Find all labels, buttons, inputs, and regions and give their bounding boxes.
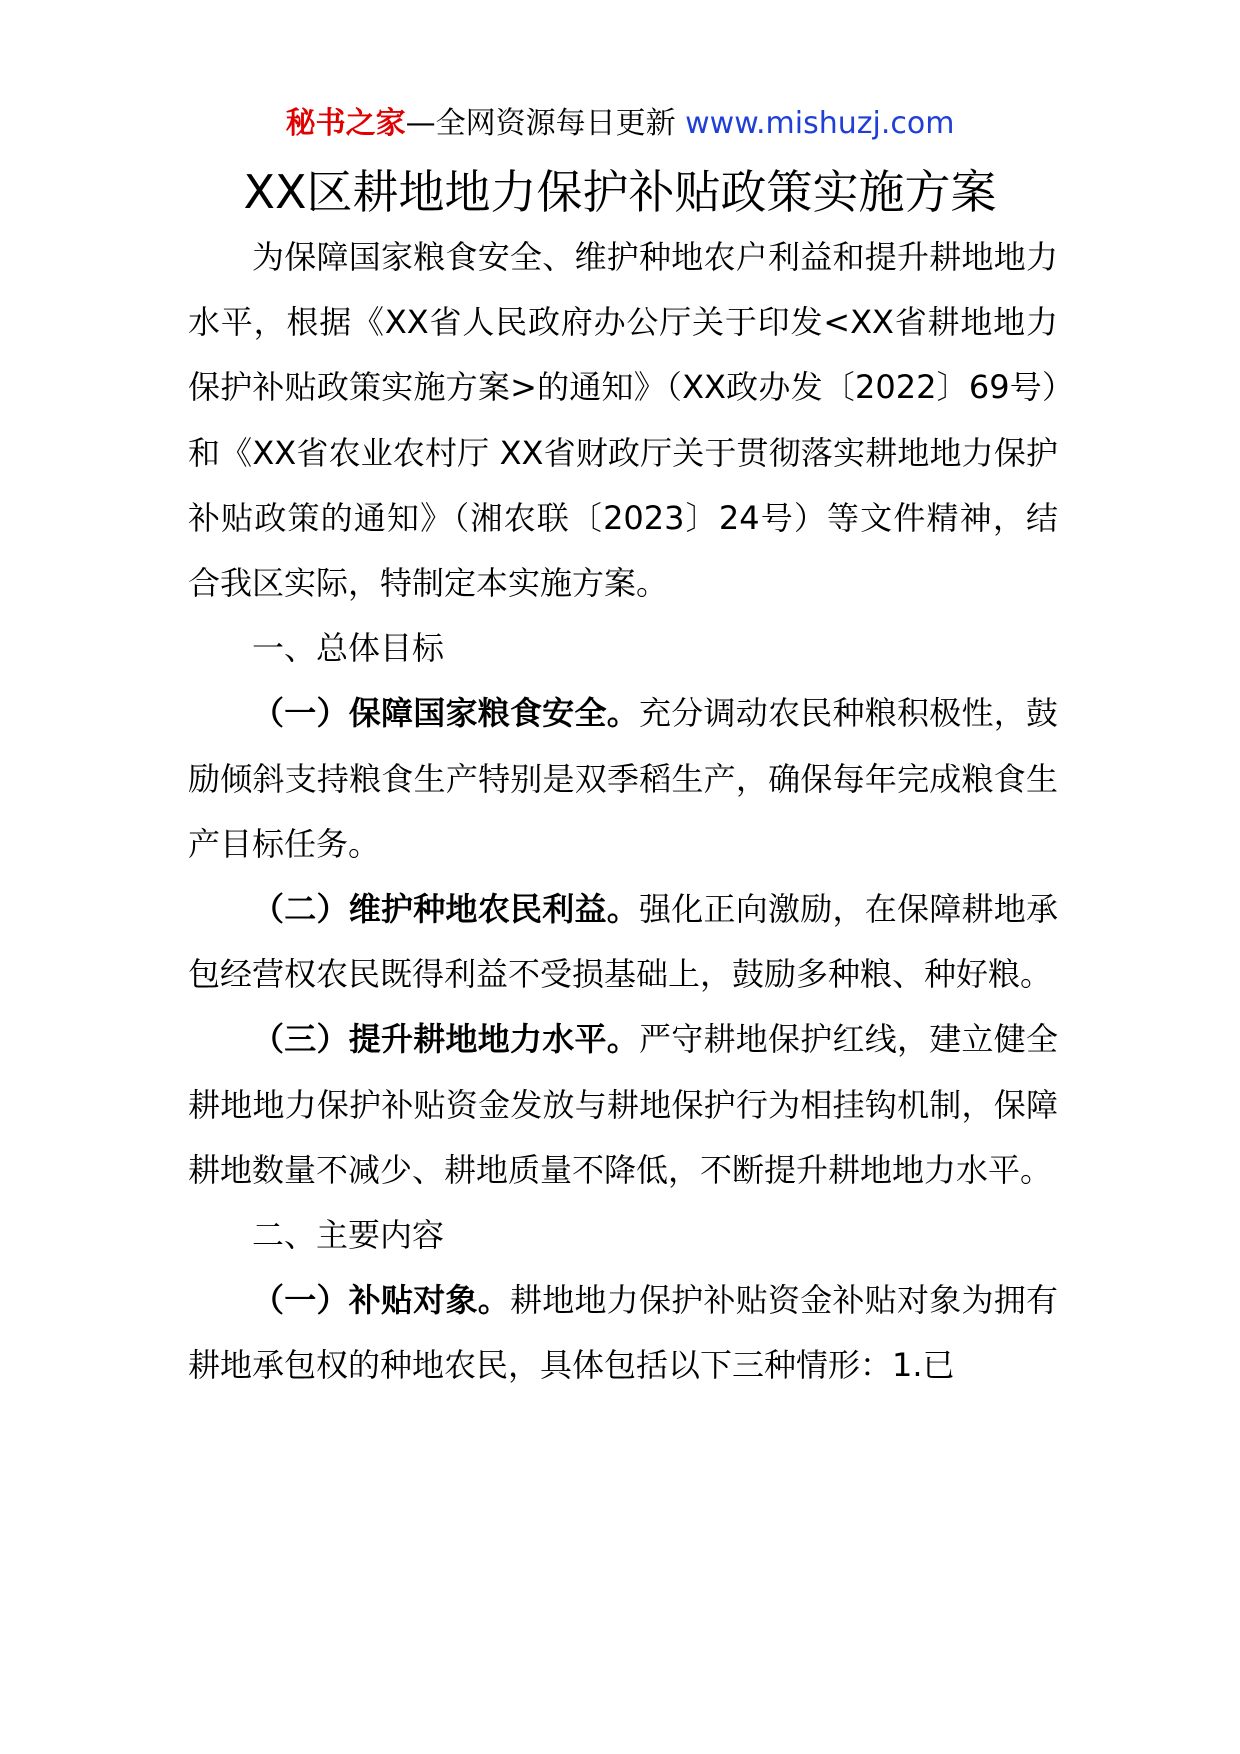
goal-paragraph-3 [188, 1007, 1058, 1203]
goal-paragraph-2 [188, 877, 1058, 1007]
goal-lead-1: （一）保障国家粮食安全。 [252, 694, 639, 733]
goal-text-3: 严守耕地保护红线，建立健全耕地地力保护补贴资金发放与耕地保护行为相挂钩机制，保障耕地数量不减少、耕地质量不降低，不断提升耕地地力水平。 [188, 1020, 1058, 1189]
section-heading-content: 二、主要内容 [252, 1216, 445, 1255]
content-lead-1: （一）补贴对象。 [252, 1281, 510, 1320]
site-banner [0, 102, 1240, 146]
content-text-1: 耕地地力保护补贴资金补贴对象为拥有耕地承包权的种地农民，具体包括以下三种情形：1.已 [188, 1281, 1058, 1385]
site-url-link[interactable]: www.mishuzj.com [685, 106, 955, 141]
document-title: XX区耕地地力保护补贴政策实施方案 [243, 165, 997, 219]
goal-lead-2: （二）维护种地农民利益。 [252, 890, 639, 929]
content-paragraph-1 [188, 1268, 1058, 1398]
banner-slogan: —全网资源每日更新 [405, 106, 676, 141]
intro-paragraph: 为保障国家粮食安全、维护种地农户利益和提升耕地地力水平，根据《XX省人民政府办公厅关于印发<XX省耕地地力保护补贴政策实施方案>的通知》（XX政办发〔2022〕69号）和《XX省农业农村厅 XX省财政厅关于贯彻落实耕地地力保护补贴政策的通知》（湘农联〔2023〕24号）等文件精神，结合我区实际，特制定本实施方案。 [188, 238, 1058, 603]
section-heading-goals: 一、总体目标 [252, 629, 445, 668]
brand-name: 秘书之家 [285, 106, 406, 141]
document-body [188, 225, 1058, 1399]
goal-text-1: 充分调动农民种粮积极性，鼓励倾斜支持粮食生产特别是双季稻生产，确保每年完成粮食生产目标任务。 [188, 694, 1058, 863]
goal-text-2: 强化正向激励，在保障耕地承包经营权农民既得利益不受损基础上，鼓励多种粮、种好粮。 [188, 890, 1058, 994]
goal-lead-3: （三）提升耕地地力水平。 [252, 1020, 639, 1059]
goal-paragraph-1 [188, 681, 1058, 877]
